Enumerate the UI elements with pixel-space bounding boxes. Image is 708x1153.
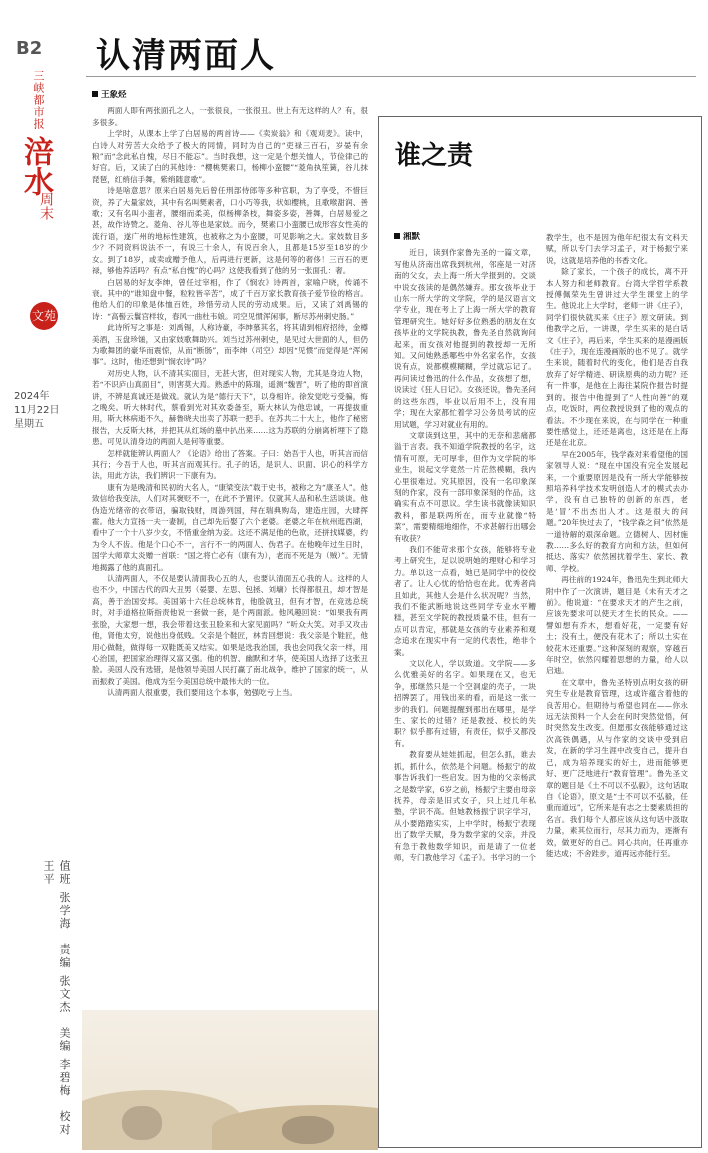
main-article bbox=[92, 90, 368, 1010]
paragraph: 认清两面人，不仅是要认清面我心五的人，也要认清面五心我的人。这样的人也不少，中国古代的四大丑男（晏婴、左思、包拯、刘墉）长得都很丑，却才智是高，善于治国安邦。美国第十六任总统林肯，他脸就丑，但有才智，在竞选总统时，对手道格拉斯指责他说一套做一套，是个两面派。他风趣回说：“如果我有两张脸，大家想一想，我会带着这张丑脸来和大家见面吗？”听众大笑。对手又攻击他，肾他太穷，说他出身低贱。父亲是个鞋匠，林肯回想说：我父亲是个鞋匠，他用心做鞋，做得每一双鞋既美又结实。如果是选我治国，我也会同我父亲一样，用心治国，把国家治理得又富又强。他的机智、幽默和才华，使美国人选择了这张丑脸。美国人没有选错，是他领导美国人民打赢了南北战争，维护了国家的统一，从而振救了美国。他成为至今美国总统中最伟大的一位。 bbox=[92, 574, 368, 686]
side-title: 谁之责 bbox=[395, 141, 474, 171]
side-byline: 湘默 bbox=[394, 232, 536, 243]
masthead bbox=[18, 70, 58, 240]
page-number: B2 bbox=[16, 38, 43, 59]
paragraph: 文章读到这里，其中的无奈和悲痛都溢于言表。我不知道学院教授的名字，这情有可原，无可厚非，但作为文学院的毕业生，说起文学竟然一片茫然模糊，我内心里很难过。究其原因，没有一名印象深刻的作家，没有一部印象深刻的作品，这确实有点不可思议。学生读书就像读知识教科，都是联两所在，而专业就像“特菜”，需要精细地细作，不求甚解行出哪会有收获？ bbox=[394, 430, 536, 543]
paragraph: 除了家长，一个孩子的成长，离不开本人努力和老师教育。台湾大学哲学系教授傅佩荣先生曾讲过大学生课堂上的学生。他说北上大学时，老师一讲《庄子》，同学们很快就买来《庄子》原文研读。到他教学之后，一讲课，学生买来的是白话文《庄子》，再后来，学生买来的是漫画版《庄子》，现在连漫画版的也不见了。就学生来说，随着时代的变化，他们是否自我放弃了好学精进、研读原典的动力呢？还有一件事，是他在上海往某院作报告时提到的。报告中他提到了“人性向善”的观点，吃饭时，两位教授说到了他的观点的看法。不少现在来说，在与同学在一种重要性感觉上，还还是离也，这还是在上海还是在北京。 bbox=[546, 267, 688, 448]
title-divider bbox=[86, 76, 696, 77]
main-byline: 王象烃 bbox=[92, 90, 368, 101]
paragraph: 对历史人物，认不清其实面目，无甚大害，但对现实人物，尤其是身边人物，若“不识庐山真面目”，则害莫大焉。熟悉中的陈瑞，遥测“魏晋”，听了他的即首演讲，不辨是真诚还是做戏。就认为是“德行天下”，以身相许。徐发觉吃亏受骗，悔之晚矣。听大林时代，蔡看到光对其欢委备至，斯大林认为他忠诚，一再提拔重用，斯大林病逝不久，赫鲁晓夫出卖了苏联一把手。在苏共二十大上，他作了秘密报告，大反斯大林，并把其从红场的墓中扒出来……这为苏联的分崩离析埋下了隐患。可见认清身边的两面人是何等重要。 bbox=[92, 368, 368, 447]
newspaper-logo: 三峡都市报 bbox=[32, 70, 45, 130]
decorative-illustration bbox=[82, 1010, 378, 1150]
editor-credits: 值班 张学海 责编 张文杰 美编 李碧梅 校对 王平 bbox=[42, 860, 71, 1137]
paragraph: 上学时，从课本上学了白居易的两首诗——《卖炭翁》和《观刈麦》。读中，白诗人对劳苦大众给予了极大的同情，同时为自己的“吏禄三百石，岁晏有余粮”而“念此私自愧，尽日不能忘”。当时我想，这一定是个想关恤人，节俭律己的好官。后，又读了白的其他诗：“櫻桃樊素口，杨柳小蛮腰”“菱角执笙簧，谷儿抹琵琶，红绡信手舞，紫绡随意歌”。 bbox=[92, 129, 368, 184]
sidebar bbox=[0, 0, 78, 1153]
paragraph: 我们不能苛求那个女孩，能够将专业考上研究生，足以说明她的理财心和学习力。单以这一点看，她已是同学中的佼佼者了。让人心忧的恰恰也在此。优秀者尚且如此，其他人会是什么状况呢？当然，我们不能武断地说这些同学专业水平糟糕，甚至文学院的教授质量不佳，但有一点可以肯定，那就是女孩的专业素养和观念追求在现实中有一定的代表性，绝非个案。 bbox=[394, 544, 536, 657]
paragraph: 早在2005年，钱学森对来看望他的国家领导人说：“现在中国没有完全发展起来，一个重要原因是没有一所大学能够按照培养科学技术发明创造人才的模式去办学，没有自己独特的创新的东西，老是‘冒’不出杰出人才。这是很大的问题。”20年快过去了，“钱学森之问”依然是一道待解的艰深命题。立德树人、因材施教……多么好的教育方向和方法，但如何抵达、落实？依然困扰着学生、家长、教师、学校。 bbox=[546, 449, 688, 573]
section-name: 涪水 bbox=[18, 136, 53, 196]
paragraph: 怎样就能辨认两面人？《论语》给出了答案。子曰：始吾于人也，听其言而信其行；今吾于人也，听其言而观其行。孔子的话，是识人、识面、识心的科学方法，用此方法，我们辨识一下康有为。 bbox=[92, 448, 368, 481]
side-article-body bbox=[394, 232, 688, 863]
paragraph: 康有为是晚清和民初的大名人，“康梁变法”载于史书，被称之为“康圣人”。他致信给我变法，人们对其褒贬不一，在此不予置评。仅就其人品和私生活谈谈。他伪造光绪帝的衣带诏，骗取钱财，周游列国，拜在瑞典购岛，建造庄园，大肆挥霍。他大力宣扬一夫一妻制，自己却先后娶了六个老婆。老婆之年在杭州逛西湖，看中了一个十八岁少女，不惜重金纳为妾。这还不满足他的色欲，还拼找媒婆，约为令人不齿。他是个口心不一，言行不一的两面人、伪君子。在他晚年过生日时，国学大师章太炎赠一首联：“国之将亡必有（康有为），老而不死是为（贼）”。无情地揭露了他的真面孔。 bbox=[92, 482, 368, 572]
date-weekday: 星期五 bbox=[14, 419, 44, 430]
paragraph: 再往前的1924年，鲁迅先生到北师大附中作了一次演讲，题目是《未有天才之前》。他说道：“在要求天才的产生之前，应该先要求可以使天才生长的民众。——譬如想有乔木，想看好花，一定要有好土；没有土，便没有花木了；所以土实在较花木还重要。”这种深刻的观察，穿越百年时空，依然闪耀着思想的力量，给人以启迪。 bbox=[546, 575, 688, 676]
section-weekly: 周末 bbox=[38, 192, 54, 220]
paragraph: 白居易的好友李绅，曾任过宰相，作了《悯农》诗两首，家喻户晓，传诵不衰。其中的“谁知盘中餐，粒粒皆辛苦”，成了千百万家长教育孩子爱节俭的格言。他给人们的印象是体恤百姓，珍惜劳动人民的劳动成果。后，又读了刘禹锡的诗：“高髻云鬟宫样妆，春风一曲杜韦娘。司空见惯浑闲事，断尽苏州刺史肠。” bbox=[92, 277, 368, 321]
paragraph: 两面人即有两张面孔之人，一张很良，一张很丑。世上有无这样的人？有，很多很多。 bbox=[92, 106, 368, 127]
paragraph: 在文章中，鲁先圣特别点明女孩的研究生专业是教育管理，这或许蕴含着他的良苦用心。但期待与希望也同在——你永远无法预料一个人会在何时突然觉悟，何时突然发生改变。但愿那女孩能够通过这次高铁偶遇，从与作家的交谈中受到启发，在新的学习生涯中改变自己，提升自己，成为培养现实的好土，进而能够更好、更广泛地进行“教育管理”。鲁先圣文章的题目是《土不可以不弘毅》，这句话取自《论语》，原文是“士不可以不弘毅，任重而道远”，它所来是有志之士要素质担的名言。我们每个人都应该从这句话中汲取力量，素其位而行，尽其力而为，逐渐有效，做更好的自己。同心共向，任再重亦能达成；不舍跬步，道再远亦能行至。 bbox=[546, 677, 688, 858]
page-title: 认清两面人 bbox=[96, 36, 276, 76]
date-year: 2024年 bbox=[14, 391, 50, 402]
issue-date bbox=[14, 390, 59, 432]
paragraph: 认清两面人很重要，我们要用这个本事，勉强吃亏上当。 bbox=[107, 688, 298, 698]
date-day: 11月22日 bbox=[14, 405, 60, 416]
paragraph: 文以化人，学以致道。文学院——多么优雅美好的名字。如果现在又，也无争，那继然只是一个空洞虚的壳子，一块招牌罢了，用钱出来的看，而是这一张一步的我们。问题提醒到那出在哪里，是学生、家长的过错？还是教授、校长的失职？似乎都有过错，有责任，似乎又都没有。 bbox=[394, 659, 536, 748]
paragraph: 近日，读到作家鲁先圣的一篇文章，写他从济南出席我到杭州，邻座是一对济南的父女，去上海一所大学报到的。交谈中说女孩读的是偶然嫌弃。那女孩毕业于山东一所大学的文学院，学的是汉语言文学专业，现在考上了上海一所大学的教育管理研究生。她好好多位熟悉的朋友在女孩毕业的文学院执教，鲁先圣自然就询问起来，而女孩对他提到的教授却一无所知。又问她熟悉哪些中外名家名作，女孩说有点，说都模模糊糊，学过就忘记了。再问读过鲁迅的什么作品，女孩想了想，说读过《狂人日记》。女孩还说，鲁先圣问的这些东西，毕业以后用不上，没有用学；现在大家都忙着学习公务员考试的应用试题，学习对就业有用的。 bbox=[394, 248, 536, 429]
paragraph: 诗是啥意思？原来白居易先后曾任刑部侍郎等多种官职，为了享受，不惜巨资，养了大量家妓，其中有名叫樊素者，口小巧等我，状如樱桃，且歌喉甜润、善歌；又有名叫小蛮者，腰细而柔美，似杨柳条枝，舞姿多姿，善舞，白居易爱之甚，故作诗赞之。菱角、谷儿等也是家妓。而今，樊素口小蛮腰已成形容女性美的流行语，遂广州的地标性建筑，也被称之为小蛮腰，可见影响之大。家妓数目多少？不同资料说法不一，有说三十余人，有说百余人，且都是15岁至18岁的少女。到了18岁，或卖或赠予他人，后再进行更新，这是何等的奢侈！三百石的更禄，够他养活吗？有点“私自愧”的心吗？这使我看到了他的另一张面孔：奢。 bbox=[92, 186, 368, 276]
paragraph: 教育要从娃娃抓起，但怎么抓，谁去抓，抓什么，依然是个问题。杨振宁的故事告诉我们一些启发。因为他的父亲杨武之是数学家，6岁之前，杨振宁主要由母亲抚养，母亲是旧式女子，只上过几年私塾，学识不高。但她教杨振宁识字学习，从小要踏踏实实，上中学时，杨振宁表现出了数学天赋，身为数学家的父亲，并没有急于教他数学知识，而是请了一位老师，专门教他学习《孟子》。书学习的一个教学生，也不是因为他年纪很太有文科天赋，所以专门去学习孟子，对于杨振宁来说，这就是培养他的书香文化。 bbox=[394, 233, 688, 862]
side-article bbox=[394, 232, 688, 1132]
art-badge: 文苑 bbox=[30, 302, 58, 330]
main-article-body bbox=[92, 105, 368, 698]
paragraph: 此诗所写之事是：刘禹锡，人称诗豪，李绅慕其名，将其请到相府招待，金樽美酒，玉盘珍馐，又由家妓歌舞助兴。刘当过苏州刺史，是见过大世面的人，但仍为歌舞团的豪华而震惊，从而“断肠”，而李绅（司空）却因“见惯”而觉得是“浑闲事”。这时，他还想到“悯农诗”吗？ bbox=[92, 323, 368, 367]
